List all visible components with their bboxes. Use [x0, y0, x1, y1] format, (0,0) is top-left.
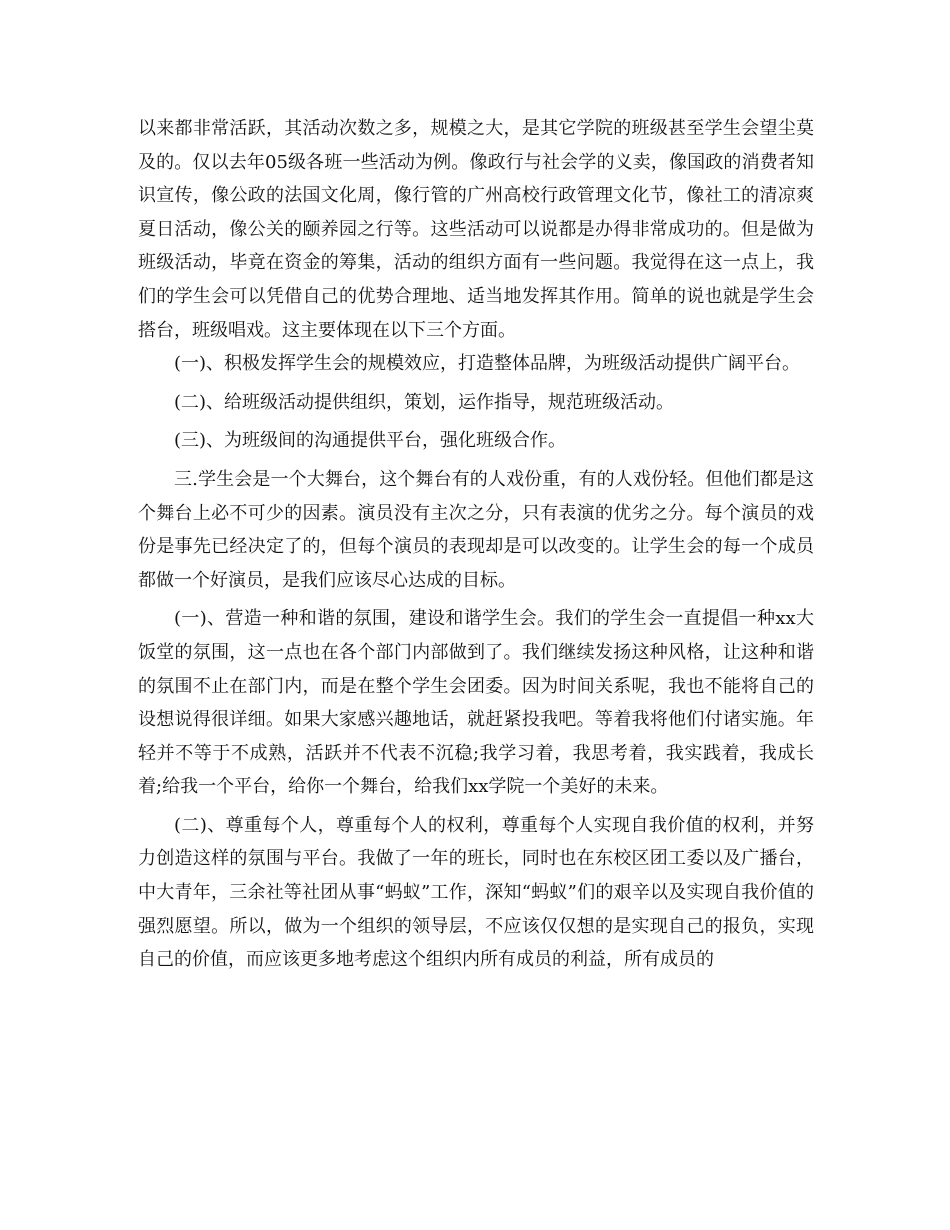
paragraph-item-2: (二)、给班级活动提供组织，策划，运作指导，规范班级活动。	[174, 391, 675, 413]
paragraph-harmony: (一)、营造一种和谐的氛围，建设和谐学生会。我们的学生会一直提倡一种xx大饭堂的氛围，这一点也在各个部门内部做到了。我们继续发扬这种风格，让这种和谐的氛围不止在部门内，而是在整个学生会团委。因为时间关系呢，我也不能将自己的设想说得很详细。如果大家感兴趣地话，就赶紧投我吧。等着我将他们付诸实施。年轻并不等于不成熟，活跃并不代表不沉稳;我学习着，我思考着，我实践着，我成长着;给我一个平台，给你一个舞台，给我们xx学院一个美好的未来。	[138, 608, 814, 798]
paragraph-item-3: (三)、为班级间的沟通提供平台，强化班级合作。	[174, 430, 567, 452]
paragraph-item-1: (一)、积极发挥学生会的规模效应，打造整体品牌，为班级活动提供广阔平台。	[174, 353, 801, 375]
paragraph-section-three: 三.学生会是一个大舞台，这个舞台有的人戏份重，有的人戏份轻。但他们都是这个舞台上必不可少的因素。演员没有主次之分，只有表演的优劣之分。每个演员的戏份是事先已经决定了的，但每个演员的表现却是可以改变的。让学生会的每一个成员都做一个好演员，是我们应该尽心达成的目标。	[138, 468, 814, 591]
paragraph-respect: (二)、尊重每个人，尊重每个人的权利，尊重每个人实现自我价值的权利，并努力创造这样的氛围与平台。我做了一年的班长，同时也在东校区团工委以及广播台，中大青年，三余社等社团从事“蚂蚁”工作，深知“蚂蚁”们的艰辛以及实现自我价值的强烈愿望。所以，做为一个组织的领导层，不应该仅仅想的是实现自己的报负，实现自己的价值，而应该更多地考虑这个组织内所有成员的利益，所有成员的	[138, 814, 814, 971]
paragraph-continued: 以来都非常活跃，其活动次数之多，规模之大，是其它学院的班级甚至学生会望尘莫及的。仅以去年05级各班一些活动为例。像政行与社会学的义卖，像国政的消费者知识宣传，像公政的法国文化周，像行管的广州高校行政管理文化节，像社工的清凉爽夏日活动，像公关的颐养园之行等。这些活动可以说都是办得非常成功的。但是做为班级活动，毕竟在资金的筹集，活动的组织方面有一些问题。我觉得在这一点上，我们的学生会可以凭借自己的优势合理地、适当地发挥其作用。简单的说也就是学生会搭台，班级唱戏。这主要体现在以下三个方面。	[138, 118, 814, 341]
document-body	[138, 112, 814, 982]
